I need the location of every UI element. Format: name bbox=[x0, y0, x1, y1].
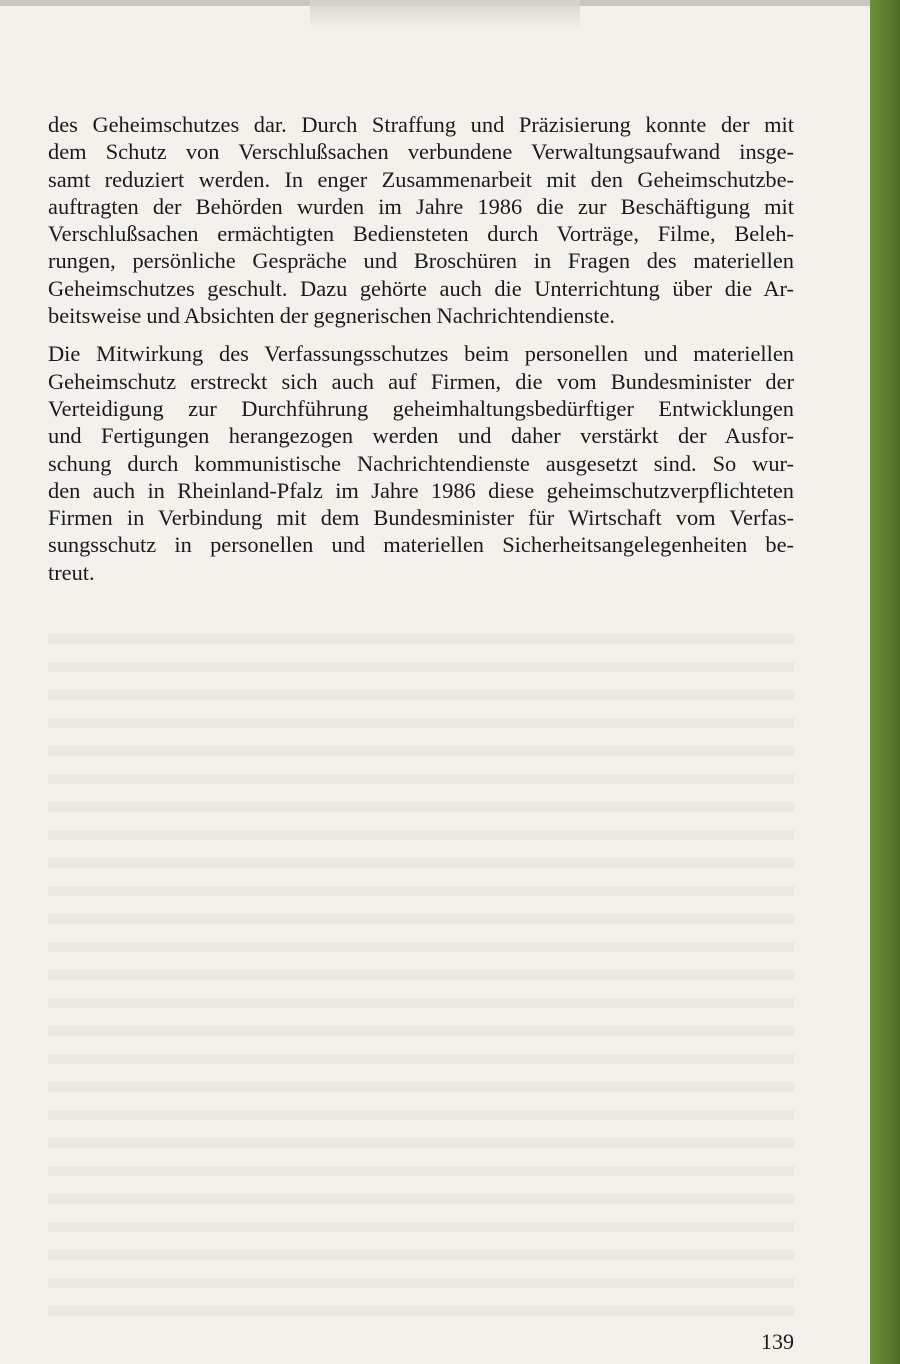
text-line: Geheimschutz erstreckt sich auch auf Firmen, die vom Bundesminister der bbox=[48, 368, 794, 394]
text-line: Geheimschutzes geschult. Dazu gehörte auch die Unterrichtung über die Ar- bbox=[48, 275, 794, 301]
text-line: beitsweise und Absichten der gegnerischen Nachrichtendienste. bbox=[48, 303, 616, 329]
text-line: und Fertigungen herangezogen werden und daher verstärkt der Ausfor- bbox=[48, 423, 794, 449]
body-text bbox=[48, 111, 794, 597]
paragraph-1 bbox=[48, 111, 794, 329]
text-line: Firmen in Verbindung mit dem Bundesminister für Wirtschaft vom Verfas- bbox=[48, 505, 794, 531]
book-cover-edge bbox=[870, 0, 900, 1364]
text-line: rungen, persönliche Gespräche und Broschüren in Fragen des materiellen bbox=[48, 248, 794, 274]
text-line: Die Mitwirkung des Verfassungsschutzes beim personellen und materiellen bbox=[48, 341, 794, 367]
text-line: schung durch kommunistische Nachrichtendienste ausgesetzt sind. So wur- bbox=[48, 450, 794, 476]
page-number: 139 bbox=[761, 1329, 794, 1354]
text-line: des Geheimschutzes dar. Durch Straffung und Präzisierung konnte der mit bbox=[48, 112, 794, 137]
text-line: Verteidigung zur Durchführung geheimhaltungsbedürftiger Entwicklungen bbox=[48, 395, 794, 421]
bleed-through-text bbox=[48, 620, 794, 1320]
text-line: samt reduziert werden. In enger Zusammenarbeit mit den Geheimschutzbe- bbox=[48, 166, 794, 192]
scan-shadow bbox=[310, 0, 580, 30]
text-line: treut. bbox=[48, 559, 95, 585]
text-line: dem Schutz von Verschlußsachen verbundene Verwaltungsaufwand insge- bbox=[48, 139, 794, 165]
paragraph-2 bbox=[48, 340, 794, 586]
text-line: den auch in Rheinland-Pfalz im Jahre 1986 diese geheimschutzverpflichteten bbox=[48, 477, 794, 503]
text-line: Verschlußsachen ermächtigten Bediensteten durch Vorträge, Filme, Beleh- bbox=[48, 221, 794, 247]
text-line: auftragten der Behörden wurden im Jahre 1986 die zur Beschäftigung mit bbox=[48, 193, 794, 219]
text-line: sungsschutz in personellen und materiellen Sicherheitsangelegenheiten be- bbox=[48, 532, 794, 558]
